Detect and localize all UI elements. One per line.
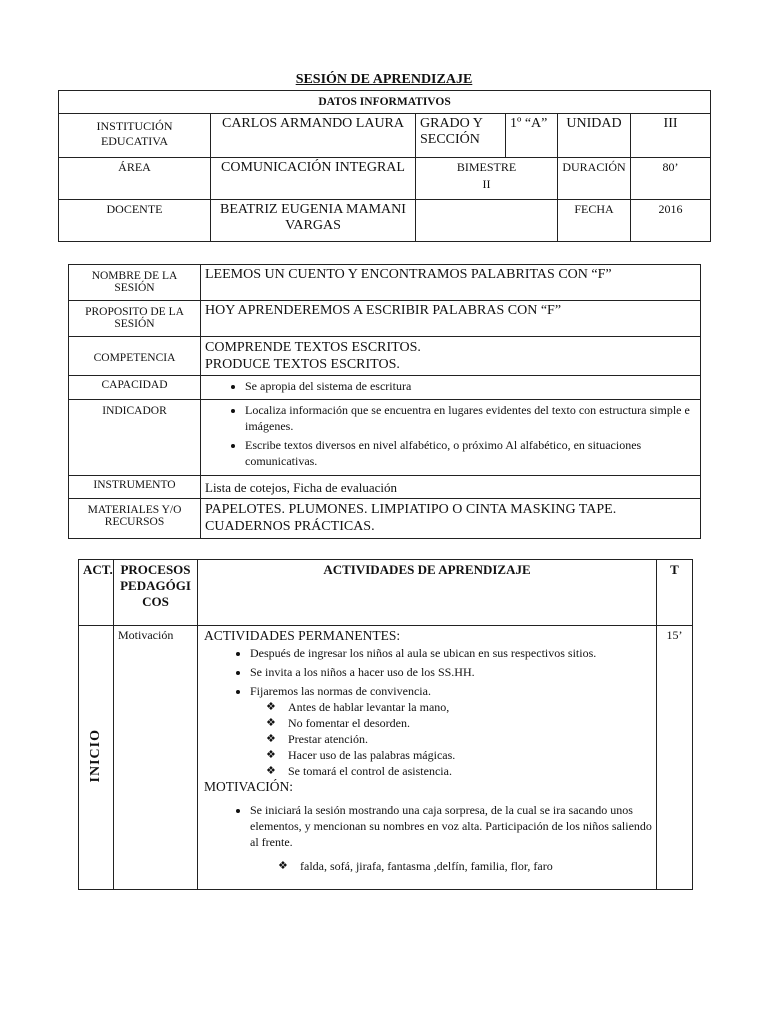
docente-value: BEATRIZ EUGENIA MAMANI VARGAS xyxy=(211,200,416,242)
proposito-label: PROPOSITO DE LA SESIÓN xyxy=(69,301,201,337)
capacidad-value xyxy=(201,376,701,400)
materiales-line-2: CUADERNOS PRÁCTICAS. xyxy=(205,519,375,534)
grado-label: GRADO Y SECCIÓN xyxy=(416,114,506,158)
duracion-label: DURACIÓN xyxy=(558,158,631,200)
fase-label: INICIO xyxy=(88,728,103,783)
tiempo-cell: 15’ xyxy=(657,626,693,890)
actividades-cell xyxy=(198,626,657,890)
materiales-label: MATERIALES Y/O RECURSOS xyxy=(69,499,201,539)
col-act-header: ACT. xyxy=(79,560,114,626)
norma-item: ❖ Prestar atención. xyxy=(288,731,652,747)
norma-item: ❖ No fomentar el desorden. xyxy=(288,715,652,731)
page-title: SESIÓN DE APRENDIZAJE xyxy=(295,72,473,87)
area-value: COMUNICACIÓN INTEGRAL xyxy=(211,158,416,200)
proposito-value: HOY APRENDEREMOS A ESCRIBIR PALABRAS CON “F” xyxy=(201,301,701,337)
docente-label: DOCENTE xyxy=(59,200,211,242)
competencia-label: COMPETENCIA xyxy=(69,337,201,376)
proceso-cell: Motivación xyxy=(114,626,198,890)
area-label: ÁREA xyxy=(59,158,211,200)
capacidad-label: CAPACIDAD xyxy=(69,376,201,400)
unidad-label: UNIDAD xyxy=(558,114,631,158)
nombre-sesion-label: NOMBRE DE LA SESIÓN xyxy=(69,265,201,301)
capacidad-item: • Se apropia del sistema de escritura xyxy=(245,378,696,394)
competencia-line-1: COMPRENDE TEXTOS ESCRITOS. xyxy=(205,340,421,355)
indicador-label: INDICADOR xyxy=(69,400,201,476)
permanente-item: • Se invita a los niños a hacer uso de los SS.HH. xyxy=(250,664,652,680)
duracion-value: 80’ xyxy=(631,158,711,200)
materiales-line-1: PAPELOTES. PLUMONES. LIMPIATIPO O CINTA MASKING TAPE. xyxy=(205,502,617,517)
motivacion-title: MOTIVACIÓN: xyxy=(204,779,294,794)
fase-cell xyxy=(79,626,114,890)
norma-item: ❖ Antes de hablar levantar la mano, xyxy=(288,699,652,715)
competencia-value xyxy=(201,337,701,376)
col-actividades-header: ACTIVIDADES DE APRENDIZAJE xyxy=(198,560,657,626)
permanente-item: • Fijaremos las normas de convivencia. xyxy=(250,683,652,699)
datos-informativos-table xyxy=(58,90,711,242)
actividades-table xyxy=(78,559,693,890)
datos-header: DATOS INFORMATIVOS xyxy=(59,91,711,114)
indicador-item: • Localiza información que se encuentra en lugares evidentes del texto con estructura simple e imágenes. xyxy=(245,402,696,434)
permanente-item: • Después de ingresar los niños al aula se ubican en sus respectivos sitios. xyxy=(250,645,652,661)
grado-value: 1º “A” xyxy=(506,114,558,158)
sesion-table xyxy=(68,264,701,539)
bimestre-cell xyxy=(416,158,558,200)
bimestre-label: BIMESTRE xyxy=(456,160,517,174)
indicador-value xyxy=(201,400,701,476)
empty-cell xyxy=(416,200,558,242)
bimestre-value: II xyxy=(482,177,491,191)
fecha-label: FECHA xyxy=(558,200,631,242)
competencia-line-2: PRODUCE TEXTOS ESCRITOS. xyxy=(205,357,400,372)
palabras-item: ❖ falda, sofá, jirafa, fantasma ,delfín, familia, flor, faro xyxy=(300,858,652,874)
norma-item: ❖ Hacer uso de las palabras mágicas. xyxy=(288,747,652,763)
unidad-value: III xyxy=(631,114,711,158)
fecha-value: 2016 xyxy=(631,200,711,242)
col-t-header: T xyxy=(657,560,693,626)
indicador-item: • Escribe textos diversos en nivel alfabético, o próximo Al alfabético, en situaciones comunicativas. xyxy=(245,437,696,469)
instrumento-label: INSTRUMENTO xyxy=(69,476,201,499)
permanentes-title: ACTIVIDADES PERMANENTES: xyxy=(204,628,401,643)
col-procesos-header: PROCESOS PEDAGÓGICOS xyxy=(114,560,198,626)
institucion-value: CARLOS ARMANDO LAURA xyxy=(211,114,416,158)
nombre-sesion-value: LEEMOS UN CUENTO Y ENCONTRAMOS PALABRITAS CON “F” xyxy=(201,265,701,301)
materiales-value xyxy=(201,499,701,539)
instrumento-value: Lista de cotejos, Ficha de evaluación xyxy=(201,476,701,499)
motivacion-item: • Se iniciará la sesión mostrando una caja sorpresa, de la cual se ira sacando unos elementos, y mencionan su nombres en voz alta. Participación de los niños saliendo al frente. xyxy=(250,802,652,850)
institucion-label: INSTITUCIÓN EDUCATIVA xyxy=(59,114,211,158)
norma-item: ❖ Se tomará el control de asistencia. xyxy=(288,763,652,779)
